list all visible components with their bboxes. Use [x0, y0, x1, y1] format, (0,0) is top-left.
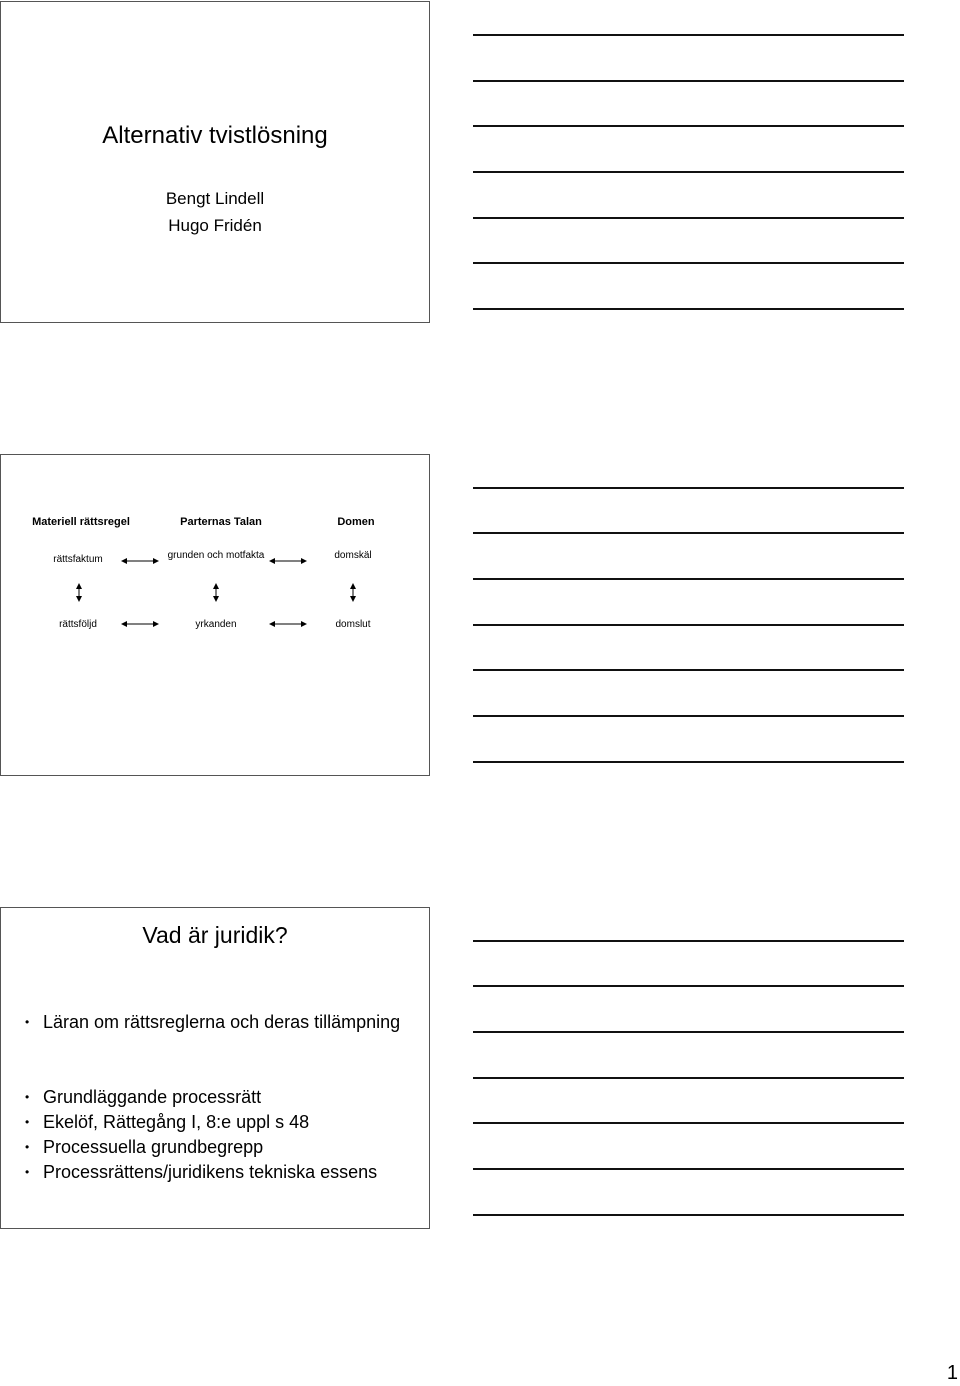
note-line	[473, 761, 904, 763]
note-line	[473, 715, 904, 717]
diagram-arrows	[1, 455, 431, 777]
author-name: Hugo Fridén	[168, 216, 262, 235]
diagram-cell-grunden-och-motfakta: grunden och motfakta	[167, 550, 265, 561]
note-line	[473, 578, 904, 580]
page-number: 1	[946, 1362, 958, 1384]
note-line	[473, 217, 904, 219]
bullet-item: • Processuella grundbegrepp	[25, 1137, 264, 1157]
note-line	[473, 940, 904, 942]
bullet-item: • Grundläggande processrätt	[25, 1087, 262, 1107]
note-line	[473, 171, 904, 173]
diagram-header-materiell-rattsregel: Materiell rättsregel	[32, 516, 130, 528]
note-line	[473, 1077, 904, 1079]
bullet-item: • Läran om rättsreglerna och deras tillämpning	[25, 1012, 401, 1032]
bullet-item: • Processrättens/juridikens tekniska essens	[25, 1162, 378, 1182]
note-line	[473, 308, 904, 310]
diagram-cell-domslut: domslut	[335, 619, 371, 630]
note-line	[473, 532, 904, 534]
note-line	[473, 125, 904, 127]
note-line	[473, 985, 904, 987]
note-line	[473, 487, 904, 489]
slide-3	[0, 907, 430, 1229]
diagram-cell-yrkanden: yrkanden	[195, 619, 237, 630]
note-line	[473, 624, 904, 626]
note-line	[473, 34, 904, 36]
bullet-item: • Ekelöf, Rättegång I, 8:e uppl s 48	[25, 1112, 310, 1132]
slide-title: Alternativ tvistlösning	[102, 122, 328, 149]
note-line	[473, 669, 904, 671]
bullet-icon: •	[25, 1165, 30, 1179]
note-line	[473, 262, 904, 264]
bullet-icon: •	[25, 1015, 30, 1029]
diagram-header-domen: Domen	[337, 516, 375, 528]
slide-1	[0, 1, 430, 323]
note-line	[473, 1122, 904, 1124]
bullet-icon: •	[25, 1140, 30, 1154]
author-name: Bengt Lindell	[165, 189, 265, 208]
diagram-cell-rattsfaktum: rättsfaktum	[53, 554, 103, 565]
slide-2	[0, 454, 430, 776]
note-line	[473, 1168, 904, 1170]
diagram-cell-domskal: domskäl	[334, 550, 372, 561]
note-line	[473, 1031, 904, 1033]
diagram-header-parternas-talan: Parternas Talan	[180, 516, 262, 528]
slide-title: Vad är juridik?	[142, 922, 288, 948]
bullet-icon: •	[25, 1090, 30, 1104]
note-line	[473, 1214, 904, 1216]
note-line	[473, 80, 904, 82]
diagram-cell-rattsfoljd: rättsföljd	[59, 619, 97, 630]
bullet-icon: •	[25, 1115, 30, 1129]
